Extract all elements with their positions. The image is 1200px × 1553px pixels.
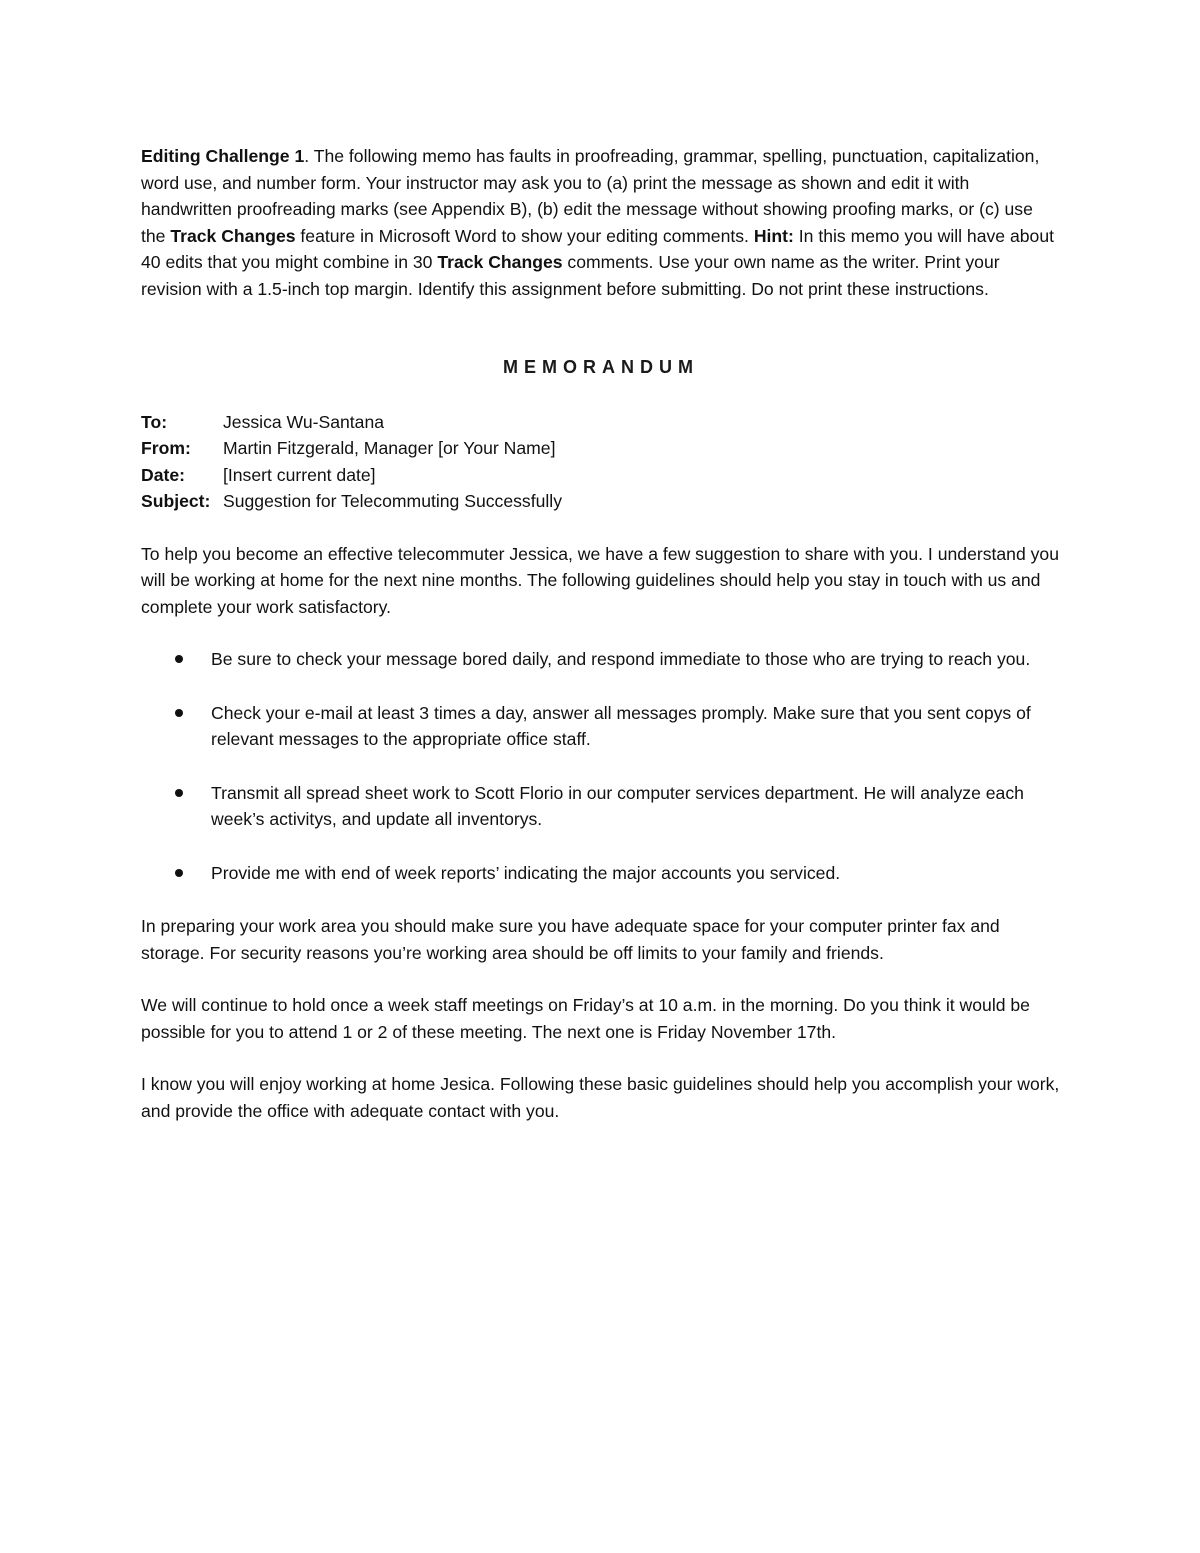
to-label: To: xyxy=(141,411,168,432)
memo-header-subject xyxy=(141,488,1061,515)
bullet-icon xyxy=(175,869,183,877)
work-area-paragraph: In preparing your work area you should make sure you have adequate space for your computer printer fax and storage. For security reasons you’re working area should be off limits to your family and friends. xyxy=(141,916,1000,963)
track-changes-term-1: Track Changes xyxy=(170,225,296,246)
memo-header-from xyxy=(141,435,1061,462)
document-page xyxy=(141,143,1061,1124)
date-label: Date: xyxy=(141,464,185,485)
list-item xyxy=(141,860,1061,887)
list-item-text: Be sure to check your message bored daily, and respond immediate to those who are trying to reach you. xyxy=(211,649,1031,669)
opening-paragraph: To help you become an effective telecommuter Jessica, we have a few suggestion to share with you. I understand you will be working at home for the next nine months. The following guidelines should help you stay in touch with us and complete your work satisfactory. xyxy=(141,543,1060,617)
subject-label: Subject: xyxy=(141,491,211,511)
instructions-text-3: In this memo you will have about 40 edits that you might combine in 30 xyxy=(141,225,1055,272)
list-item-text: Check your e-mail at least 3 times a day, answer all messages promply. Make sure that you sent copys of relevant messages to the appropriate office staff. xyxy=(211,702,1031,749)
list-item-text: Transmit all spread sheet work to Scott Florio in our computer services department. He will analyze each week’s activitys, and update all inventorys. xyxy=(211,782,1024,829)
from-label: From: xyxy=(141,438,191,458)
bullet-icon xyxy=(175,709,183,717)
list-item-text: Provide me with end of week reports’ indicating the major accounts you serviced. xyxy=(211,862,841,883)
track-changes-term-2: Track Changes xyxy=(437,252,563,272)
memo-header xyxy=(141,409,1061,515)
list-item xyxy=(141,700,1061,753)
closing-paragraph: I know you will enjoy working at home Jesica. Following these basic guidelines should help you accomplish your work, and provide the office with adequate contact with you. xyxy=(141,1074,1060,1121)
memo-header-date xyxy=(141,462,1061,489)
bullet-icon xyxy=(175,655,183,663)
list-item xyxy=(141,780,1061,833)
instructions-text-2: feature in Microsoft Word to show your editing comments. xyxy=(295,225,754,246)
editing-challenge-label: Editing Challenge 1 xyxy=(141,146,305,166)
from-value: Martin Fitzgerald, Manager [or Your Name] xyxy=(223,438,556,458)
memo-header-to xyxy=(141,409,1061,436)
memo-title: MEMORANDUM xyxy=(503,357,699,377)
list-item xyxy=(141,646,1061,673)
date-value: [Insert current date] xyxy=(223,464,376,485)
guidelines-list xyxy=(141,646,1061,886)
to-value: Jessica Wu-Santana xyxy=(223,411,385,432)
instructions-paragraph xyxy=(141,143,1061,302)
staff-meetings-paragraph: We will continue to hold once a week staff meetings on Friday’s at 10 a.m. in the morning. Do you think it would be possible for you to attend 1 or 2 of these meeting. The next one is Friday November 17th. xyxy=(141,995,1030,1042)
hint-label: Hint: xyxy=(753,225,794,246)
instructions-text-1: . The following memo has faults in proofreading, grammar, spelling, punctuation, capitalization, word use, and number form. Your instructor may ask you to (a) print the message as shown and edit it with handwritten proofreading marks (see Appendix B), (b) edit the message without showing proofing marks, or (c) use the xyxy=(141,146,1040,246)
bullet-icon xyxy=(175,789,183,797)
instructions-text-4: comments. Use your own name as the writer. Print your revision with a 1.5-inch top margin. Identify this assignment before submitting. Do not print these instructions. xyxy=(141,252,1000,299)
subject-value: Suggestion for Telecommuting Successfully xyxy=(223,491,563,511)
